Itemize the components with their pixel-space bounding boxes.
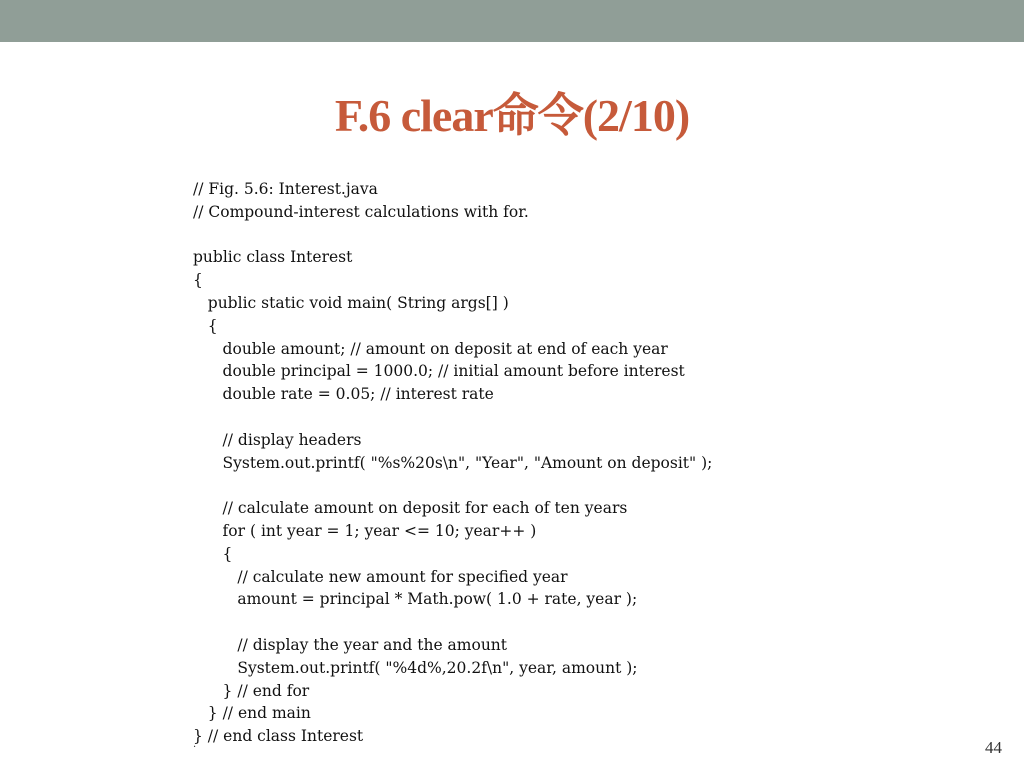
code-line: {	[193, 271, 203, 290]
code-line	[193, 611, 913, 634]
code-line: // calculate amount on deposit for each of ten years	[193, 499, 628, 518]
bullet-mark: ·	[193, 742, 197, 753]
page-number: 44	[985, 738, 1002, 757]
code-line: {	[193, 316, 218, 335]
top-band	[0, 0, 1024, 42]
code-line: {	[193, 544, 233, 563]
code-line: public static void main( String args[] )	[193, 293, 509, 312]
code-line: System.out.printf( "%s%20s\n", "Year", "Amount on deposit" );	[193, 453, 713, 472]
code-line	[193, 224, 913, 247]
code-line: double rate = 0.05; // interest rate	[193, 385, 494, 404]
code-line: double principal = 1000.0; // initial amount before interest	[193, 362, 685, 381]
code-line: double amount; // amount on deposit at end of each year	[193, 339, 668, 358]
code-line: // Fig. 5.6: Interest.java	[193, 180, 378, 198]
code-line: System.out.printf( "%4d%,20.2f\n", year, amount );	[193, 658, 638, 677]
code-line: // Compound-interest calculations with for.	[193, 202, 529, 221]
code-line: // display the year and the amount	[193, 635, 508, 654]
code-line: // display headers	[193, 430, 362, 449]
slide-title: F.6 clear命令(2/10)	[334, 90, 690, 141]
code-line: } // end for	[193, 681, 310, 700]
code-line: public class Interest	[193, 248, 353, 267]
code-line: amount = principal * Math.pow( 1.0 + rate, year );	[193, 590, 638, 609]
code-line	[193, 474, 913, 497]
code-line: for ( int year = 1; year <= 10; year++ )	[193, 521, 537, 540]
code-listing	[193, 178, 913, 748]
code-line	[193, 406, 913, 429]
code-line: } // end main	[193, 704, 311, 723]
code-line: // calculate new amount for specified year	[193, 567, 568, 586]
code-line: } // end class Interest	[193, 727, 364, 746]
